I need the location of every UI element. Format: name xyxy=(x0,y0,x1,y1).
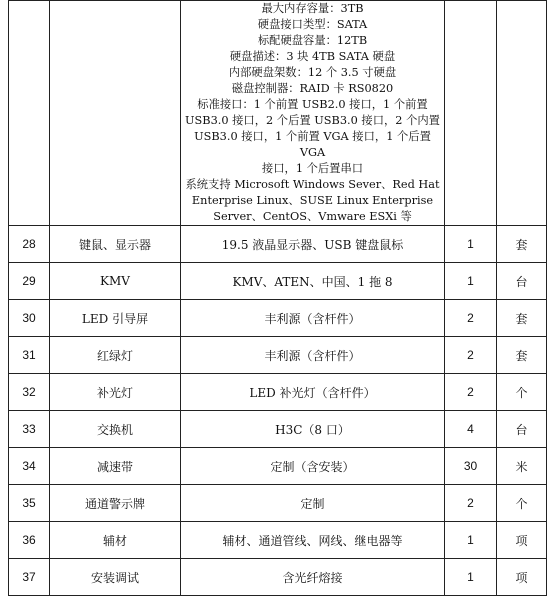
cell-name xyxy=(50,1,181,226)
table-row xyxy=(9,226,547,263)
cell-unit: 套 xyxy=(497,300,547,337)
cell-name: 辅材 xyxy=(50,522,181,559)
spec-line: 硬盘接口类型：SATA xyxy=(257,18,368,31)
cell-unit: 台 xyxy=(497,263,547,300)
cell-unit: 个 xyxy=(497,374,547,411)
cell-unit: 项 xyxy=(497,559,547,596)
equipment-list-table xyxy=(8,0,547,596)
cell-spec: 19.5 液晶显示器、USB 键盘鼠标 xyxy=(181,226,445,263)
cell-name: 通道警示牌 xyxy=(50,485,181,522)
cell-no: 28 xyxy=(9,226,50,263)
cell-unit: 套 xyxy=(497,337,547,374)
cell-unit: 个 xyxy=(497,485,547,522)
cell-spec: KMV、ATEN、中国、1 拖 8 xyxy=(181,263,445,300)
cell-unit: 套 xyxy=(497,226,547,263)
table-row xyxy=(9,448,547,485)
table-row xyxy=(9,263,547,300)
spec-line: Server、CentOS、Vmware ESXi 等 xyxy=(213,210,412,223)
cell-spec: 含光纤熔接 xyxy=(181,559,445,596)
table-row xyxy=(9,374,547,411)
spec-line: USB3.0 接口，1 个前置 VGA 接口，1 个后置 VGA xyxy=(194,130,431,159)
table-row xyxy=(9,559,547,596)
cell-no: 36 xyxy=(9,522,50,559)
cell-qty: 1 xyxy=(445,559,497,596)
cell-spec: 丰利源（含杆件） xyxy=(181,300,445,337)
cell-qty: 4 xyxy=(445,411,497,448)
cell-no: 35 xyxy=(9,485,50,522)
cell-name: 安装调试 xyxy=(50,559,181,596)
cell-qty: 2 xyxy=(445,300,497,337)
cell-unit: 项 xyxy=(497,522,547,559)
cell-unit xyxy=(497,1,547,226)
table-row-continued-spec xyxy=(9,1,547,226)
cell-unit: 台 xyxy=(497,411,547,448)
spec-line: 接口，1 个后置串口 xyxy=(261,162,364,175)
cell-name: KMV xyxy=(50,263,181,300)
spec-line: 内部硬盘架数：12 个 3.5 寸硬盘 xyxy=(228,66,397,79)
cell-qty: 2 xyxy=(445,485,497,522)
spec-line: 硬盘描述：3 块 4TB SATA 硬盘 xyxy=(229,50,396,63)
spec-line: 系统支持 Microsoft Windows Sever、Red Hat xyxy=(185,178,440,191)
spec-line: 磁盘控制器：RAID 卡 RS0820 xyxy=(231,82,394,95)
table-row xyxy=(9,522,547,559)
cell-spec: LED 补光灯（含杆件） xyxy=(181,374,445,411)
spec-line: Enterprise Linux、SUSE Linux Enterprise xyxy=(191,194,434,207)
cell-no: 30 xyxy=(9,300,50,337)
cell-qty: 30 xyxy=(445,448,497,485)
cell-name: 减速带 xyxy=(50,448,181,485)
cell-qty: 2 xyxy=(445,374,497,411)
spec-line: USB3.0 接口，2 个后置 USB3.0 接口，2 个内置 xyxy=(185,114,440,127)
cell-spec: 辅材、通道管线、网线、继电器等 xyxy=(181,522,445,559)
table-row xyxy=(9,337,547,374)
cell-spec: H3C（8 口） xyxy=(181,411,445,448)
cell-qty: 1 xyxy=(445,263,497,300)
cell-no: 37 xyxy=(9,559,50,596)
table-row xyxy=(9,485,547,522)
spec-line: 标配硬盘容量：12TB xyxy=(257,34,368,47)
table-body xyxy=(9,1,547,596)
spec-line: 标准接口：1 个前置 USB2.0 接口，1 个前置 xyxy=(197,98,428,111)
cell-name: 补光灯 xyxy=(50,374,181,411)
cell-qty xyxy=(445,1,497,226)
cell-no: 29 xyxy=(9,263,50,300)
table-row xyxy=(9,411,547,448)
spec-line: 最大内存容量：3TB xyxy=(261,2,364,15)
cell-name: 红绿灯 xyxy=(50,337,181,374)
cell-no: 32 xyxy=(9,374,50,411)
cell-spec: 定制（含安装） xyxy=(181,448,445,485)
cell-spec: 丰利源（含杆件） xyxy=(181,337,445,374)
cell-name: LED 引导屏 xyxy=(50,300,181,337)
cell-qty: 1 xyxy=(445,226,497,263)
cell-qty: 1 xyxy=(445,522,497,559)
cell-spec: 定制 xyxy=(181,485,445,522)
cell-unit: 米 xyxy=(497,448,547,485)
cell-no xyxy=(9,1,50,226)
cell-name: 交换机 xyxy=(50,411,181,448)
cell-spec-detail xyxy=(181,1,445,226)
cell-no: 31 xyxy=(9,337,50,374)
table-row xyxy=(9,300,547,337)
cell-qty: 2 xyxy=(445,337,497,374)
cell-no: 34 xyxy=(9,448,50,485)
cell-name: 键鼠、显示器 xyxy=(50,226,181,263)
cell-no: 33 xyxy=(9,411,50,448)
